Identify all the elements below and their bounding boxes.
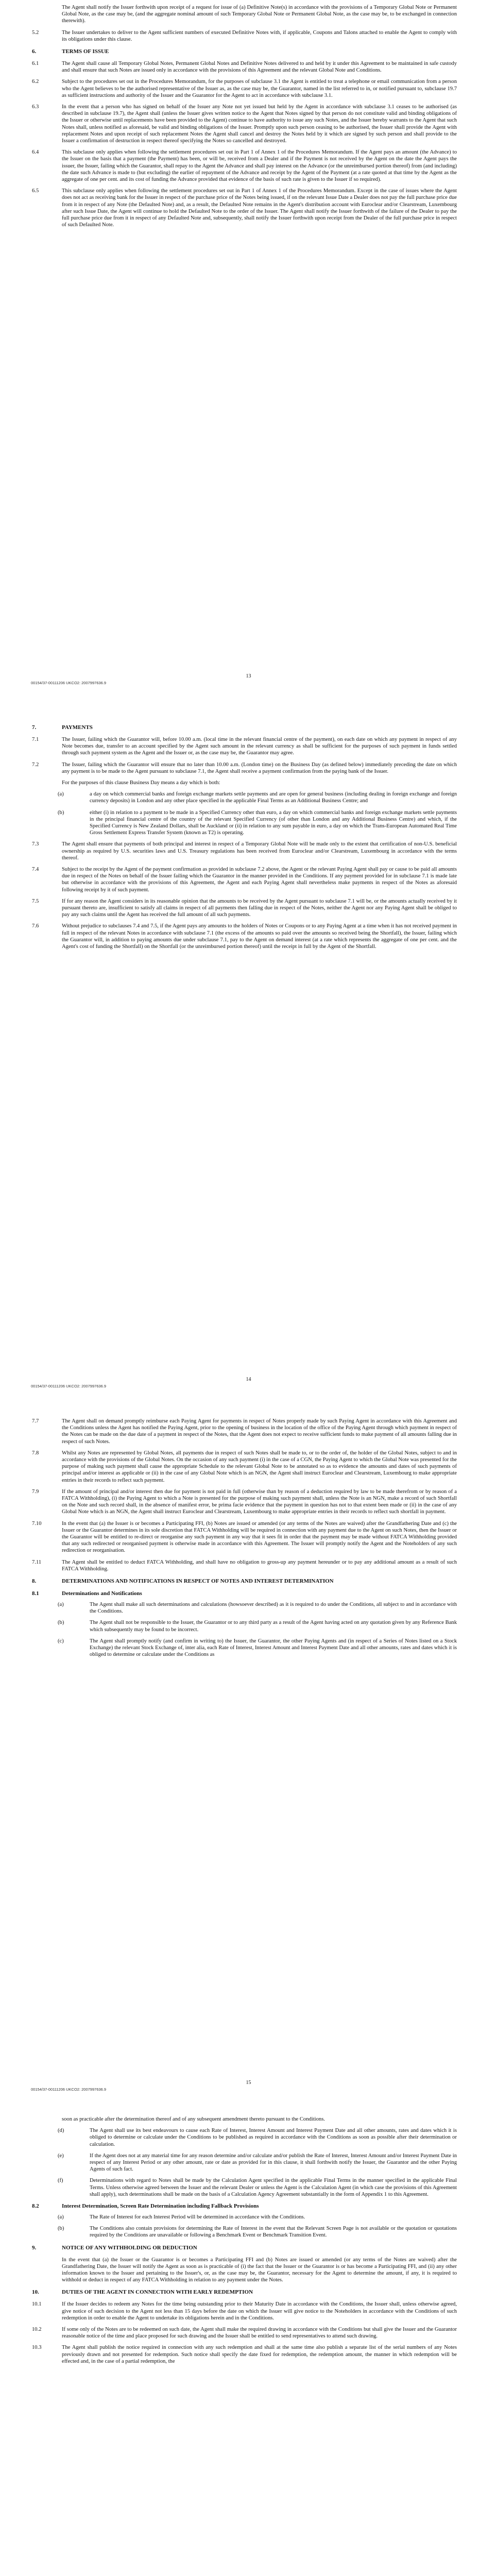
clause-text: The Agent shall not be responsible to the Issuer, the Guarantor or to any third party as a result of the Agent having acted on any quotation given by any Reference Bank which subsequently may be found to be incorrect. — [90, 1620, 457, 1633]
clause-number: (a) — [58, 2214, 64, 2221]
clause-number: 7.4 — [32, 867, 39, 873]
sub-clause — [0, 1619, 497, 1633]
clause-number: 10. — [32, 2289, 39, 2296]
clause-number: 7.6 — [32, 923, 39, 929]
page-number: 14 — [246, 1377, 251, 1382]
clause-text: The Agent shall make all such determinations and calculations (howsoever described) as it is required to do under the Conditions, all subject to and in accordance with the Conditions. — [90, 1602, 457, 1615]
clause-text: NOTICE OF ANY WITHHOLDING OR DEDUCTION — [62, 2244, 197, 2251]
clause-text: The Agent shall on demand promptly reimburse each Paying Agent for payments in respect of Notes properly made by such Paying Agent in accordance with this Agreement and the Conditions unless the Agent has notified the Paying Agent, prior to the opening of business in the location of the office of the Paying Agent through which payment in respect of the Notes can be made on the due date of a payment in respect of the Notes, that the Agent does not expect to receive sufficient funds to make payment of all amounts falling due in respect of such Notes. — [62, 1418, 457, 1445]
clause — [0, 1450, 497, 1484]
page-body — [0, 4, 497, 233]
clause-text: Interest Determination, Screen Rate Determination including Fallback Provisions — [62, 2203, 259, 2210]
clause — [0, 1488, 497, 1516]
page-body — [0, 2116, 497, 2369]
clause — [0, 1520, 497, 1554]
clause-number: 6.4 — [32, 149, 39, 156]
clause-text: Subject to the receipt by the Agent of the payment confirmation as provided in subclause 7.2 above, the Agent or the relevant Paying Agent shall pay or cause to be paid all amounts due in respect of the Notes on behalf of the Issuer failing which the Guarantor in the manner provided in the Conditions. If any payment provided for in subclause 7.1 is made late but otherwise in accordance with the provisions of this Agreement, the Agent and each Paying Agent shall nevertheless make payments in respect of the Notes as aforesaid following receipt by it of such payment. — [62, 867, 457, 893]
page-body — [0, 1418, 497, 1663]
paragraph-text: In the event that (a) the Issuer or the Guarantor is or becomes a Participating FFI and (b) Notes are issued or amended (or any terms of the Notes are waived) after the Grandfathering Date, the Issuer will notify the Agent as soon as is practicable of (i) the fact that the Issuer or the Guarantor is or has become a Participating FFI, and (ii) any other information known to the Issuer and pertaining to the Issuer's, or, as the case may be, the Guarantor, necessary for the Agent to determine the amount, if any, it is required to withhold or deduct in respect of any FATCA Withholding in relation to any payment under the Notes. — [62, 2257, 457, 2283]
clause-number: 6.1 — [32, 61, 39, 67]
clause-text: The Agent shall use its best endeavours to cause each Rate of Interest, Interest Amount and Interest Payment Date and all other amounts, rates and dates which it is obliged to determine or calculate under the Conditions to be published as required in accordance with the Conditions as soon as possible after their determination or calculation. — [90, 2128, 457, 2147]
clause-number: 6. — [32, 48, 37, 55]
clause-text: DETERMINATIONS AND NOTIFICATIONS IN RESPECT OF NOTES AND INTEREST DETERMINATION — [62, 1578, 334, 1585]
sub-clause — [0, 1601, 497, 1615]
clause-number: 10.1 — [32, 2301, 42, 2308]
clause-number: (b) — [58, 1620, 64, 1626]
clause-number: (c) — [58, 1638, 64, 1644]
clause — [0, 4, 497, 25]
clause-text: Determinations with regard to Notes shall be made by the Calculation Agent specified in the applicable Final Terms in the manner specified in the applicable Final Terms. Unless otherwise agreed between the Issuer and the relevant Dealer or unless the Agent is the Calculation Agent (in which case the provisions of this Agreement shall apply), such determinations shall be made on the basis of a Calculation Agency Agreement substantially in the form of Appendix 1 to this Agreement. — [90, 2178, 457, 2197]
section-heading — [0, 1578, 497, 1585]
clause — [0, 2344, 497, 2365]
clause-number: 7. — [32, 724, 37, 731]
sub-clause — [0, 809, 497, 837]
clause-text: In the event that a person who has signed on behalf of the Issuer any Note not yet issued but held by the Agent in accordance with subclause 3.1 ceases to be authorised (as described in subclause 19.7), the Agent shall (unless the Issuer gives written notice to the Agent that Notes signed by that person do not constitute valid and binding obligations of the Issuer or otherwise until replacements have been provided to the Agent) continue to have authority to issue any such Notes, and the Issuer hereby warrants to the Agent that such Notes shall, unless notified as aforesaid, be valid and binding obligations of the Issuer. Promptly upon such person ceasing to be authorised, the Issuer shall provide the Agent with replacement Notes and upon receipt of such replacement Notes the Agent shall cancel and destroy the Notes held by it which are signed by such person and shall provide to the Issuer a confirmation of destruction in respect thereof specifying the Notes so cancelled and destroyed. — [62, 104, 457, 144]
clause — [0, 60, 497, 74]
clause-number: 7.11 — [32, 1559, 42, 1565]
clause-number: 7.10 — [32, 1520, 42, 1527]
clause — [0, 29, 497, 43]
clause-text: This subclause only applies when following the settlement procedures set out in Part 1 of Annex 1 of the Procedures Memorandum. Except in the case of issues where the Agent does not act as receiving bank for the Issuer in respect of the purchase price of the Notes being issued, if on the relevant Issue Date a Dealer does not pay the full purchase price due from it in respect of any Note (the Defaulted Note) and, as a result, the Defaulted Note remains in the Agent's distribution account with Euroclear and/or Clearstream, Luxembourg after such Issue Date, the Agent will continue to hold the Defaulted Note to the order of the Issuer. The Agent shall notify the Issuer forthwith of the failure of the Dealer to pay the full purchase price due from it in respect of any Defaulted Note and, subsequently, shall notify the Issuer forthwith upon receipt from the Dealer of the full purchase price in respect of such Defaulted Note. — [62, 188, 457, 228]
sub-clause — [0, 2225, 497, 2239]
clause-number: (a) — [58, 1602, 64, 1608]
clause-number: (e) — [58, 2153, 64, 2159]
clause-number: (d) — [58, 2128, 64, 2134]
clause — [0, 761, 497, 775]
clause-text: Whilst any Notes are represented by Global Notes, all payments due in respect of such Notes shall be made to, or to the order of, the holder of the Global Notes, subject to and in accordance with the provisions of the Global Notes. On the occasion of any such payment (i) in the case of a CGN, the Paying Agent to which the Global Note was presented for the purpose of making such payment shall cause the appropriate Schedule to the relevant Global Note to be annotated so as to evidence the amounts and dates of such payments of principal and/or interest as applicable or (ii) in the case of any Global Note which is an NGN, the Agent shall instruct Euroclear and Clearstream, Luxembourg to make appropriate entries in their records to reflect such payment. — [62, 1450, 457, 1483]
sub-clause — [0, 1638, 497, 1658]
page-footer-ref: 00154/37-00111206 UKCO2: 2007997636.9 — [31, 2087, 107, 2092]
page-body — [0, 719, 497, 955]
clause-text: The Issuer, failing which the Guarantor will, before 10.00 a.m. (local time in the relevant financial centre of the payment), on each date on which any payment in respect of any Note becomes due, transfer to an account specified by the Agent such amount in the relevant currency as shall be sufficient for the purposes of such payment in funds settled through such payment system as the Agent and the Issuer or, as the case may be, the Guarantor may agree. — [62, 737, 457, 756]
page — [0, 0, 497, 703]
clause-number: 8. — [32, 1578, 37, 1585]
clause-text: Without prejudice to subclauses 7.4 and 7.5, if the Agent pays any amounts to the holders of Notes or Coupons or to any Paying Agent at a time when it has not received payment in full in respect of the relevant Notes in accordance with subclause 7.1 (the excess of the amounts so paid over the amounts so received being the Shortfall), the Issuer, failing which the Guarantor will, in addition to paying amounts due under subclause 7.1, pay to the Agent on demand interest (at a rate which represents the aggregate of one per cent. and the Agent's cost of funding the Shortfall) on the Shortfall (or the unreimbursed portion thereof) until the receipt in full by the Agent of the Shortfall. — [62, 923, 457, 950]
page — [0, 1406, 497, 2110]
subsection-heading — [0, 1590, 497, 1597]
clause-number: 6.2 — [32, 79, 39, 85]
clause — [0, 1559, 497, 1572]
clause-text: Subject to the procedures set out in the Procedures Memorandum, for the purposes of subclause 3.1 the Agent is entitled to treat a telephone or email communication from a person who the Agent believes to be the authorised representative of the Issuer as, as the case may be, the Guarantor, named in the list referred to in, or notified pursuant to, subclause 19.7 as sufficient instructions and authority of the Issuer and the Guarantor for the Agent to act in accordance with subclause 3.1. — [62, 79, 457, 98]
clause-number: (a) — [58, 791, 64, 798]
page-footer-ref: 00154/37-00111206 UKCO2: 2007997636.9 — [31, 681, 107, 685]
clause — [0, 78, 497, 99]
clause — [0, 736, 497, 757]
clause-text: The Agent shall cause all Temporary Global Notes, Permanent Global Notes and Definitive Notes delivered to and held by it under this Agreement to be maintained in safe custody and shall ensure that such Notes are issued only in accordance with the provisions of this Agreement and the relevant Global Note and Conditions. — [62, 61, 457, 74]
clause-text: This subclause only applies when following the settlement procedures set out in Part 1 of Annex 1 of the Procedures Memorandum. If the Agent pays an amount (the Advance) to the Issuer on the basis that a payment (the Payment) has been, or will be, received from a Dealer and if the Payment is not received by the Agent on the date the Agent pays the issuer, the Issuer, failing which the Guarantor, shall repay to the Agent the Advance and shall pay interest on the Advance (or the unreimbursed portion thereof) from (and including) the date such Advance is made to (but excluding) the earlier of repayment of the Advance and receipt by the Agent of the Payment (at a rate quoted at that time by the Agent as the aggregate of one per cent. and its cost of funding the Advance provided that evidence of the basis of such rate is given to the Issuer if so required). — [62, 149, 457, 183]
clause-number: 6.5 — [32, 188, 39, 194]
page-number: 13 — [246, 673, 251, 679]
clause — [0, 2301, 497, 2321]
clause-text: The Agent shall promptly notify (and confirm in writing to) the Issuer, the Guarantor, the other Paying Agents and (in respect of a Series of Notes listed on a Stock Exchange) the relevant Stock Exchange of, inter alia, each Rate of Interest, Interest Amount and Interest Payment Date and all other amounts, rates and dates which it is obliged to determine or calculate under the Conditions as — [90, 1638, 457, 1658]
clause-number: 8.1 — [32, 1590, 39, 1597]
section-heading — [0, 48, 497, 55]
clause-text: a day on which commercial banks and foreign exchange markets settle payments and are open for general business (including dealing in foreign exchange and foreign currency deposits) in London and any other place specified in the applicable Final Terms as an Additional Business Centre; and — [90, 791, 457, 804]
clause-text: either (i) in relation to a payment to be made in a Specified Currency other than euro, a day on which commercial banks and foreign exchange markets settle payments in the principal financial centre of the country of the relevant Specified Currency (of other than London and any Additional Business Centre) and which, if the Specified Currency is New Zealand Dollars, shall be Auckland or (ii) in relation to any sum payable in euro, a day on which the Trans-European Automated Real Time Gross Settlement Express Transfer System (known as T2) is operating. — [90, 809, 457, 836]
clause-text: The Agent shall publish the notice required in connection with any such redemption and shall at the same time also publish a separate list of the serial numbers of any Notes previously drawn and not presented for redemption. Such notice shall specify the date fixed for redemption, the redemption amount, the manner in which redemption will be effected and, in the case of a partial redemption, the — [62, 2345, 457, 2364]
sub-clause — [0, 2127, 497, 2148]
section-heading — [0, 724, 497, 731]
clause-number: 7.3 — [32, 841, 39, 848]
clause-number: 9. — [32, 2244, 37, 2251]
clause-text: The Agent shall ensure that payments of both principal and interest in respect of a Temporary Global Note will be made only to the extent that certification of non-U.S. beneficial ownership as required by U.S. securities laws and U.S. Treasury regulations has been received from Euroclear and/or Clearstream, Luxembourg in accordance with the terms thereof. — [62, 841, 457, 861]
clause-number: 7.9 — [32, 1488, 39, 1495]
clause — [0, 104, 497, 144]
clause-text: The Issuer, failing which the Guarantor will ensure that no later than 10.00 a.m. (London time) on the Business Day (as defined below) immediately preceding the date on which any payment is to be made to the Agent pursuant to subclause 7.1, the Agent shall receive a payment confirmation from the paying bank of the Issuer. — [62, 761, 457, 774]
clause-number: 5.2 — [32, 29, 39, 36]
clause-text: If the Agent does not at any material time for any reason determine and/or calculate and/or publish the Rate of Interest, Interest Amount and/or Interest Payment Date in respect of any Interest Period or any other amount, rate or date as provided for in this clause, it shall forthwith notify the Issuer, the Guarantor and the other Paying Agents of such fact. — [90, 2153, 457, 2173]
clause-number: 7.8 — [32, 1450, 39, 1456]
clause-text: In the event that (a) the Issuer is or becomes a Participating FFI, (b) Notes are issued or amended (or any terms of the Notes are waived) after the Grandfathering Date and (c) the Issuer or the Guarantor determines in its sole discretion that FATCA Withholding will be required in connection with any payment due to the Agent on such Notes, then the Issuer or the Guarantor will be entitled to re-direct or reorganise any such payment in any way that it sees fit in order that the payment may be made without FATCA Withholding provided that any such redirected or reorganised payment is otherwise made in accordance with this Agreement. The Issuer will promptly notify the Agent and the Noteholders of any such redirection or reorganisation. — [62, 1520, 457, 1554]
clause-text: The Issuer undertakes to deliver to the Agent sufficient numbers of executed Definitive Notes with, if applicable, Coupons and Talons attached to enable the Agent to comply with its obligations under this clause. — [62, 29, 457, 42]
clause-text: DUTIES OF THE AGENT IN CONNECTION WITH EARLY REDEMPTION — [62, 2289, 253, 2296]
clause-text: Determinations and Notifications — [62, 1590, 142, 1597]
clause-text: PAYMENTS — [62, 724, 93, 731]
sub-clause — [0, 2214, 497, 2221]
clause — [0, 1418, 497, 1445]
clause — [0, 841, 497, 861]
clause — [0, 923, 497, 950]
clause-text: The Agent shall notify the Issuer forthwith upon receipt of a request for issue of (a) Definitive Note(s) in accordance with the provisions of a Temporary Global Note or Permanent Global Note, as the case may be, (and the aggregate nominal amount of such Temporary Global Note or Permanent Global Note, as the case may be, to be exchanged in connection therewith). — [62, 5, 457, 24]
clause-text: TERMS OF ISSUE — [62, 48, 109, 55]
page — [0, 703, 497, 1406]
page-footer-ref: 00154/37-00111206 UKCO2: 2007997636.9 — [31, 1384, 107, 1388]
paragraph-text: For the purposes of this clause Business Day means a day which is both: — [62, 780, 220, 786]
sub-clause — [0, 2153, 497, 2173]
clause-number: (b) — [58, 809, 64, 816]
paragraph-text: soon as practicable after the determination thereof and of any subsequent amendment thereto pursuant to the Conditions. — [62, 2116, 325, 2122]
clause-text: If the Issuer decides to redeem any Notes for the time being outstanding prior to their Maturity Date in accordance with the Conditions, the Issuer shall, unless otherwise agreed, give notice of such decision to the Agent not less than 15 days before the date on which the Issuer will give notice to the Noteholders in accordance with the Conditions of such redemption in order to enable the Agent to undertake its obligations herein and in the Conditions. — [62, 2301, 457, 2321]
clause — [0, 866, 497, 893]
clause-number: 6.3 — [32, 104, 39, 110]
clause-number: 7.2 — [32, 761, 39, 768]
clause-number: 7.7 — [32, 1418, 39, 1424]
clause-number: 7.1 — [32, 737, 39, 742]
clause — [0, 898, 497, 919]
clause-text: The Rate of Interest for each Interest Period will be determined in accordance with the Conditions. — [90, 2214, 305, 2221]
clause-text: If the amount of principal and/or interest then due for payment is not paid in full (otherwise than by reason of a deduction required by law to be made therefrom or by reason of a FATCA Withholding), (i) the Paying Agent to which a Note is presented for the purpose of making such payment shall, unless the Note is an NGN, make a record of such Shortfall on the Note and such record shall, in the absence of manifest error, be prima facie evidence that the payment in question has not to that extent been made or (ii) in the case of any Global Note which is an NGN, the Agent shall instruct Euroclear and Clearstream, Luxembourg to make appropriate entries in their records to reflect such shortfall in payment. — [62, 1488, 457, 1515]
clause — [0, 188, 497, 228]
clause-number: 8.2 — [32, 2203, 39, 2210]
subsection-heading — [0, 2202, 497, 2210]
clause-number: 10.3 — [32, 2345, 42, 2351]
page-number: 15 — [246, 2080, 251, 2086]
clause — [0, 2326, 497, 2340]
clause-text: The Conditions also contain provisions for determining the Rate of Interest in the event that the Relevant Screen Page is not available or the quotation or quotations required by the Conditions are unavailable or following a Benchmark Event or Benchmark Transition Event. — [90, 2226, 457, 2239]
clause-number: 7.5 — [32, 898, 39, 904]
clause — [0, 149, 497, 183]
clause-text: The Agent shall be entitled to deduct FATCA Withholding, and shall have no obligation to gross-up any payment hereunder or to pay any additional amount as a result of such FATCA Withholding. — [62, 1559, 457, 1572]
section-heading — [0, 2289, 497, 2296]
clause-text: If for any reason the Agent considers in its reasonable opinion that the amounts to be received by the Agent pursuant to subclause 7.1 will be, or the amounts actually received by it pursuant thereto are, insufficient to satisfy all claims in respect of all payments then falling due in respect of the Notes, neither the Agent nor any Paying Agent shall be obliged to pay any such claims until the Agent has received the full amount of all such payments. — [62, 898, 457, 918]
sub-clause — [0, 791, 497, 804]
page — [0, 2110, 497, 2576]
section-heading — [0, 2244, 497, 2251]
clause-text: If some only of the Notes are to be redeemed on such date, the Agent shall make the required drawing in accordance with the Conditions but shall give the Issuer and the Guarantor reasonable notice of the time and place proposed for such drawing and the Issuer shall be entitled to send representatives to attend such drawing. — [62, 2327, 457, 2340]
clause-number: (b) — [58, 2226, 64, 2232]
clause-number: (f) — [58, 2178, 63, 2184]
clause-number: 10.2 — [32, 2327, 42, 2333]
sub-clause — [0, 2177, 497, 2198]
